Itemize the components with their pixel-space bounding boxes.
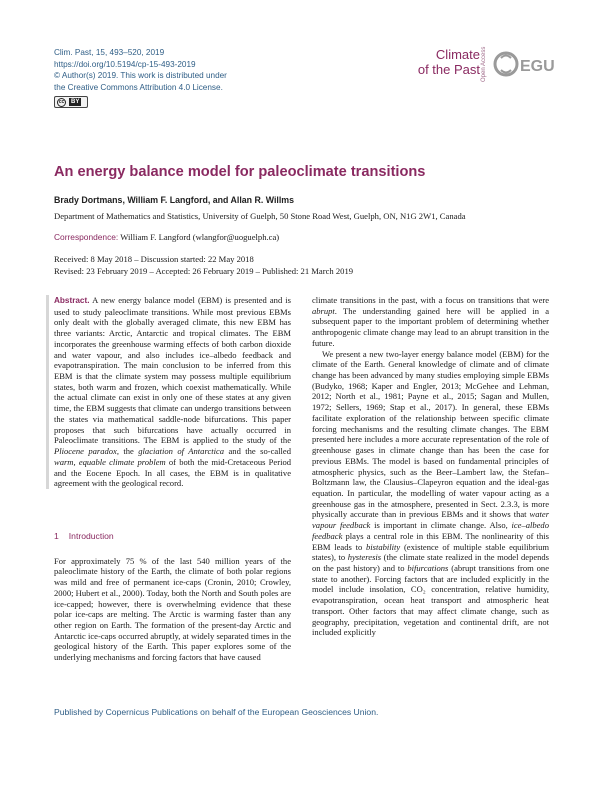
intro-paragraph: For approximately 75 % of the last 540 million years of the paleoclimate history of the Earth, the climate of both polar regions was mild and free of permanent ice-caps (Cronin, 2010; Crowley, 2000; Hubert et al., 2000). Today, both the North and South poles are ice-capped; however, there is overwhelming evidence that these polar ice-caps are melting. The Arctic is warming faster than any other region on Earth. The formation of the present-day Arctic and Antarctic ice-caps occurred abruptly, at widely separated times in the geological history of the Earth. This paper explores some of the underlying mechanisms and forcing factors that have caused	[54, 555, 291, 663]
intro-paragraph-continued: climate transitions in the past, with a focus on transitions that were abrupt. The understanding gained here will be applied in a subsequent paper to the important problem of determining whether anthropogenic climate change may lead to an abrupt transition in the future.	[312, 295, 549, 348]
paper-title: An energy balance model for paleoclimate transitions	[54, 164, 426, 180]
doi-link[interactable]: https://doi.org/10.5194/cp-15-493-2019	[54, 59, 196, 69]
citation-block	[54, 47, 227, 93]
creative-commons-icon: cc	[58, 99, 65, 105]
abstract-text: Abstract. A new energy balance model (EBM) is presented and is used to study paleoclimate transitions. While most previous EBMs only dealt with the globally averaged climate, this new EBM has three variants: Arctic, Antarctic and tropical climates. The EBM incorporates the greenhouse warming effects of both carbon dioxide and water vapour, and also includes ice–albedo feedback and evapotranspiration. The main conclusion to be inferred from this EBM is that the climate system may possess multiple equilibrium states, both warm and frozen, which coexist mathematically. While the actual climate can exist in only one of these states at any given time, the EBM suggests that climate can undergo transitions between the states via mathematical saddle-node bifurcations. This paper proposes that such bifurcations have actually occurred in Paleoclimate transitions. The EBM is applied to the study of the Pliocene paradox, the glaciation of Antarctica and the so-called warm, equable climate problem of both the mid-Cretaceous Period and the Eocene Epoch. In all cases, the EBM is in qualitative agreement with the geological record.	[54, 295, 291, 489]
received-discussion-dates: Received: 8 May 2018 – Discussion started: 22 May 2018	[54, 254, 254, 264]
affiliation: Department of Mathematics and Statistics, University of Guelph, 50 Stone Road West, Guelph, ON, N1G 2W1, Canada	[54, 211, 466, 221]
section-number: 1	[54, 530, 59, 541]
egu-logo-icon	[493, 48, 555, 80]
correspondence-contact[interactable]: William F. Langford (wlangfor@uoguelph.ca)	[120, 232, 280, 242]
license-link[interactable]: the Creative Commons Attribution 4.0 License.	[54, 82, 223, 92]
journal-name: Climate of the Past	[417, 47, 480, 77]
left-column	[54, 295, 291, 663]
attribution-icon: BY	[71, 99, 80, 105]
section-title: Introduction	[68, 530, 114, 541]
journal-citation: Clim. Past, 15, 493–520, 2019	[54, 48, 165, 57]
open-access-label: Open Access	[481, 46, 487, 82]
correspondence	[54, 232, 279, 242]
abstract-label: Abstract.	[54, 296, 90, 305]
correspondence-label: Correspondence:	[54, 232, 119, 242]
right-column	[312, 295, 549, 638]
author-list: Brady Dortmans, William F. Langford, and Allan R. Willms	[54, 195, 294, 205]
cc-by-license-badge[interactable]	[54, 96, 88, 108]
intro-paragraph-2: We present a new two-layer energy balance model (EBM) for the climate of the Earth. General knowledge of climate and of climate change has been advanced by many studies employing simple EBMs (Budyko, 1968; Kaper and Engler, 2013; McGehee and Lehman, 2012; North et al., 1981; Payne et al., 2015; Sagan and Mullen, 1972; Sellers, 1969; Stap et al., 2017). In general, these EBMs facilitate exploration of the relationship between specific climate forcing mechanisms and the resulting climate changes. The EBM presented here includes a more accurate representation of the role of greenhouse gases in climate change than has been the case for previous EBMs. The model is based on fundamental principles of atmospheric physics, such as the Beer–Lambert law, the Stefan–Boltzmann law, the Clausius–Clapeyron equation and the ideal-gas equation. In particular, the modelling of water vapour acting as a greenhouse gas in the atmosphere, presented in Sect. 2.3.3, is more physically accurate than in previous EBMs and it shows that water vapour feedback is important in climate change. Also, ice–albedo feedback plays a central role in this EBM. The nonlinearity of this EBM leads to bistability (existence of multiple stable equilibrium states), to hysteresis (the climate state realized in the model depends on the past history) and to bifurcations (abrupt transitions from one state to another). Forcing factors that are included explicitly in the model include insolation, CO₂ concentration, relative humidity, evapotranspiration, ocean heat transport and atmospheric heat transport. Other factors that may affect climate change, such as geography, precipitation, vegetation and continental drift, are not included explicitly	[312, 348, 550, 638]
copyright-notice: © Author(s) 2019. This work is distributed under	[54, 71, 227, 80]
egu-logo-text: EGU	[520, 58, 555, 75]
abstract	[46, 295, 291, 489]
revised-accepted-published-dates: Revised: 23 February 2019 – Accepted: 26 February 2019 – Published: 21 March 2019	[54, 266, 354, 276]
publisher-footer: Published by Copernicus Publications on behalf of the European Geosciences Union.	[54, 707, 379, 717]
introduction-heading	[54, 531, 291, 542]
article-dates	[54, 253, 353, 277]
